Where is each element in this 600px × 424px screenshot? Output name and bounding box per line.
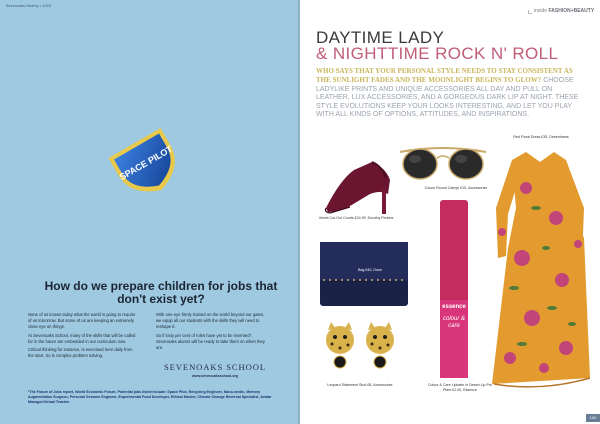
paragraph: Critical thinking for instance, is exercised here daily from the start. So is complex problem solving. — [28, 347, 133, 359]
bag-caption: Bag £40, Dune — [358, 268, 382, 272]
earrings-caption: Leopard Statement Stud £8, Accessorize — [327, 383, 393, 387]
floral-dress-image — [486, 148, 596, 396]
page-folio: Sevenoaks Nearby ▪ 2023 — [6, 4, 52, 8]
lipbalm-cap — [440, 200, 468, 300]
section-tag-name: FASHION+BEAUTY — [548, 8, 595, 14]
lipbalm-brand: essence — [442, 304, 466, 310]
section-tag-prefix: inside — [534, 8, 548, 14]
clutch-bag-image — [316, 236, 412, 310]
badge-icon — [96, 122, 196, 204]
velvet-shoe-image — [320, 150, 394, 216]
intro-lead: WHO SAYS THAT YOUR PERSONAL STYLE NEEDS TO STAY CONSISTENT AS THE SUNLIGHT FADES AND THE MOONLIGHT BEGINS TO GLOW? — [316, 67, 573, 85]
intro-body: CHOOSE LADYLIKE PRINTS AND UNIQUE ACCESSORIES ALL DAY AND PULL ON LEATHER, LUX ACCESSORIES, AND A GORGEOUS DARK LIP AT NIGHT. THESE STYLE EVOLUTIONS KEEP YOUR LOOKS INTERESTING, AND LET YOU PLAY WITH ALL KINDS OF OPTIONS, ATTITUDES, AND INSPIRATIONS. — [316, 77, 579, 119]
sunglasses-caption: Colour Round Cateye £15, Accessorize — [424, 186, 488, 190]
paragraph: None of us knows today what the world is going to require of us tomorrow. But some of us are keeping an extremely close eye on things. — [28, 312, 136, 329]
title-line-2: & NIGHTTIME ROCK N' ROLL — [316, 44, 559, 63]
title-line-1: DAYTIME LADY — [316, 28, 445, 47]
footnote: *The Future of Jobs report, World Economic Forum. Potential jobs listed include: Space Pilot, Recycling Engineer, Nano-medic, Memory Augmentation Surgeon, Personal Genome Engineer, Experimental Food Developer, Ethical Hacker, Climate Change Reversal Specialist, Avatar Manager/Virtual Teacher — [28, 390, 272, 405]
school-name: SEVENOAKS SCHOOL — [163, 362, 267, 372]
right-page — [300, 0, 600, 424]
paragraph: With one eye firmly trained on the world beyond our gates, we equip all our students with the skills they will need to reshape it. — [156, 312, 265, 329]
school-url[interactable]: www.sevenoaksschool.org — [191, 374, 238, 378]
lipbalm-name: colour & care — [442, 316, 465, 329]
intro-text — [316, 67, 584, 119]
badge-text: SPACE PILOT — [117, 143, 175, 183]
shoes-caption: Velvet Cut-Out Courts £24.99, Dorothy Perkins — [318, 216, 394, 220]
lipbalm-body — [440, 300, 468, 378]
leopard-earrings-image — [322, 318, 398, 380]
paragraph: At Sevenoaks School, many of the skills that will be called for in the future are embedded in our curriculum now. — [28, 332, 136, 344]
lipbalm-caption: Colour & Care Lipbalm in Desert Lip Pro Plant £2.00, Essence — [427, 383, 493, 392]
lipbalm-product — [440, 200, 468, 378]
dress-caption: Red Floral Dress £35, Debenhams — [513, 135, 569, 139]
paragraph: So if sixty per cent of roles have yet to be invented*, Sevenoaks alumni will be ready to take them on when they are. — [156, 332, 265, 350]
headline-question: How do we prepare children for jobs that don't exist yet? — [44, 279, 278, 306]
section-tag — [534, 8, 594, 14]
space-pilot-badge — [96, 122, 196, 204]
sunglasses-image — [396, 138, 490, 184]
body-column-right — [156, 312, 266, 353]
page-number: 100 — [586, 414, 600, 422]
corner-rule — [528, 10, 532, 14]
body-column-left — [28, 312, 138, 362]
